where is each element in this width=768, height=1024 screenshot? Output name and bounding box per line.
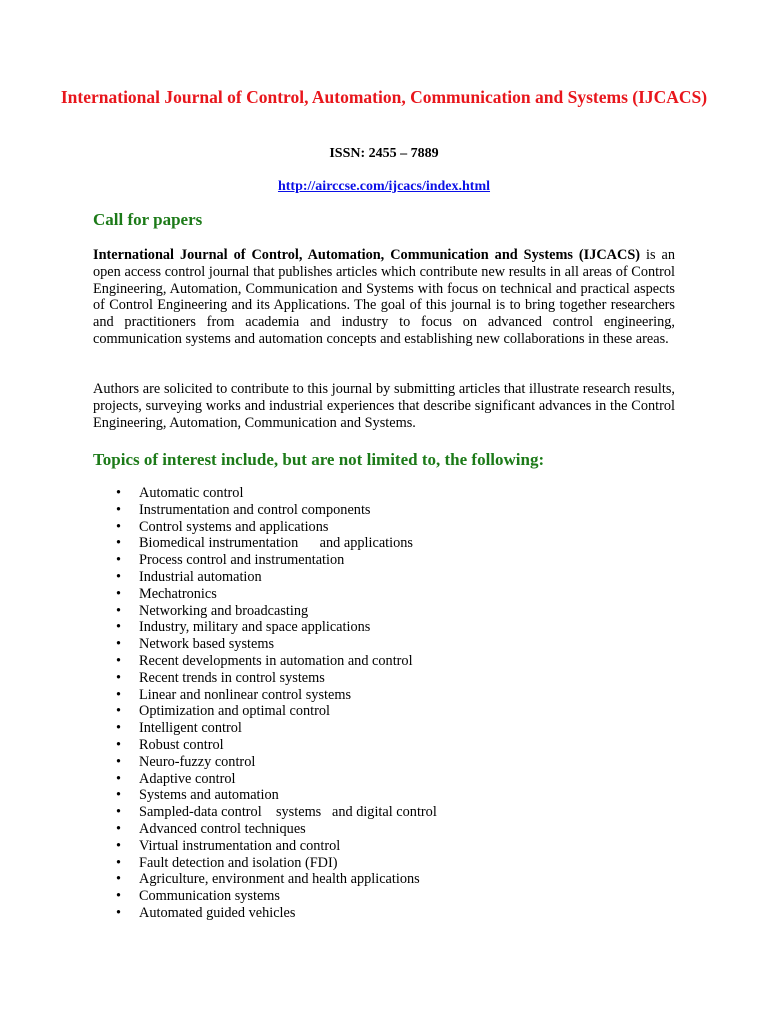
bullet-icon: • [116,535,122,552]
bullet-icon: • [116,518,122,535]
topic-list-item [116,804,437,821]
bullet-icon: • [116,602,122,619]
topic-list-item [116,771,437,788]
intro-paragraph [93,247,675,348]
topic-label: Adaptive control [139,770,236,787]
topic-list-item [116,603,437,620]
topic-list-item [116,703,437,720]
topic-label: Control systems and applications [139,518,329,535]
topics-list [116,485,437,922]
topic-list-item [116,636,437,653]
bullet-icon: • [116,854,122,871]
topic-label: Optimization and optimal control [139,703,330,720]
bullet-icon: • [116,485,122,501]
topic-label: Intelligent control [139,720,242,737]
topic-list-item [116,619,437,636]
topic-list-item [116,905,437,922]
topic-label: Recent trends in control systems [139,669,325,686]
journal-url-line [0,178,768,195]
topic-list-item [116,871,437,888]
topic-list-item [116,653,437,670]
topic-list-item [116,821,437,838]
topic-list-item [116,670,437,687]
topic-label: Automated guided vehicles [139,904,296,921]
bullet-icon: • [116,585,122,602]
topic-label: Industry, military and space applications [139,619,371,636]
topic-label: Systems and automation [139,787,279,804]
topic-list-item [116,687,437,704]
intro-paragraph-body: is an open access control journal that publishes articles which contribute new results in all areas of Control Engineering, Automation, Communication and Systems with focus on technical and practical aspects of Control Engineering and its Applications. The goal of this journal is to bring together researchers and practitioners from academia and industry to focus on advanced control engineering, communication systems and automation concepts and establishing new collaborations in these areas. [93,247,675,347]
topic-list-item [116,787,437,804]
topic-list-item [116,485,437,502]
topic-label: Sampled-data control systems and digital control [139,804,437,821]
topic-label: Advanced control techniques [139,820,306,837]
topic-label: Networking and broadcasting [139,602,309,619]
topic-label: Agriculture, environment and health applications [139,871,420,888]
topic-list-item [116,519,437,536]
topic-list-item [116,535,437,552]
bullet-icon: • [116,501,122,518]
bullet-icon: • [116,871,122,888]
topic-label: Network based systems [139,636,275,653]
journal-title: International Journal of Control, Automation, Communication and Systems (IJCACS) [60,87,708,107]
topic-label: Robust control [139,736,224,753]
topic-label: Virtual instrumentation and control [139,837,341,854]
topic-list-item [116,569,437,586]
bullet-icon: • [116,669,122,686]
issn-number: ISSN: 2455 – 7889 [329,146,439,161]
topic-list-item [116,855,437,872]
topic-label: Instrumentation and control components [139,501,371,518]
topic-list-item [116,888,437,905]
bullet-icon: • [116,736,122,753]
bullet-icon: • [116,837,122,854]
call-for-papers-heading: Call for papers [93,210,203,229]
topic-label: Neuro-fuzzy control [139,753,256,770]
topics-heading: Topics of interest include, but are not limited to, the following: [93,450,545,469]
topic-label: Communication systems [139,888,280,905]
topic-list-item [116,737,437,754]
journal-url-link[interactable]: http://airccse.com/ijcacs/index.html [277,179,491,194]
bullet-icon: • [116,636,122,653]
topic-label: Biomedical instrumentation and applications [139,535,413,552]
intro-paragraph-lead: International Journal of Control, Automation, Communication and Systems (IJCACS) [93,247,641,263]
topic-list-item [116,552,437,569]
topic-label: Process control and instrumentation [139,552,345,569]
authors-paragraph: Authors are solicited to contribute to this journal by submitting articles that illustrate research results, projects, surveying works and industrial experiences that describe significant advances in the Control Engineering, Automation, Communication and Systems. [93,381,675,431]
bullet-icon: • [116,703,122,720]
topic-label: Linear and nonlinear control systems [139,686,352,703]
topic-label: Fault detection and isolation (FDI) [139,854,338,871]
topic-list-item [116,754,437,771]
bullet-icon: • [116,552,122,569]
bullet-icon: • [116,619,122,636]
bullet-icon: • [116,720,122,737]
bullet-icon: • [116,770,122,787]
topic-list-item [116,838,437,855]
topic-list-item [116,502,437,519]
topic-label: Industrial automation [139,568,262,585]
topic-list-item [116,720,437,737]
bullet-icon: • [116,804,122,821]
bullet-icon: • [116,753,122,770]
bullet-icon: • [116,787,122,804]
bullet-icon: • [116,652,122,669]
topic-label: Mechatronics [139,585,217,602]
topic-label: Automatic control [139,485,244,501]
bullet-icon: • [116,904,122,921]
topic-label: Recent developments in automation and control [139,652,413,669]
bullet-icon: • [116,686,122,703]
topic-list-item [116,586,437,603]
bullet-icon: • [116,568,122,585]
bullet-icon: • [116,820,122,837]
bullet-icon: • [116,888,122,905]
